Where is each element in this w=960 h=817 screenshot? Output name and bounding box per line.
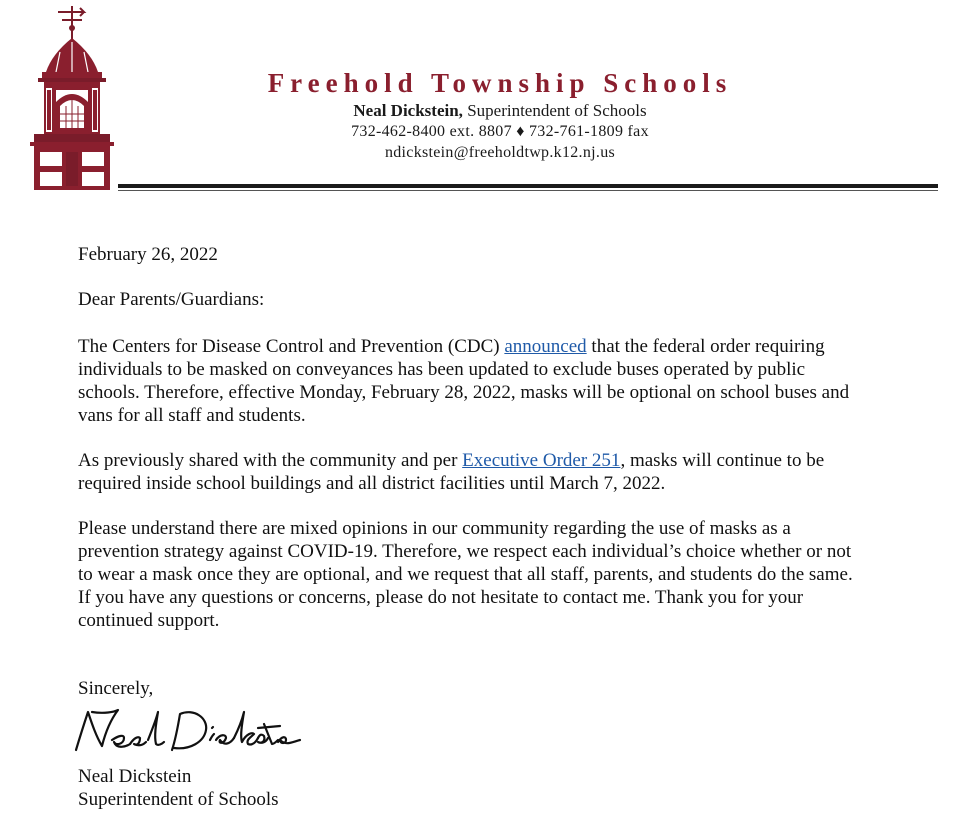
superintendent-name: Neal Dickstein, <box>353 101 463 120</box>
email-address: ndickstein@freeholdtwp.k12.nj.us <box>384 144 616 161</box>
fax-number: 732-761-1809 fax <box>529 123 649 140</box>
signature-block <box>78 765 868 811</box>
phone-number: 732-462-8400 ext. 8807 <box>351 123 512 140</box>
superintendent-title: Superintendent of Schools <box>462 101 647 120</box>
signer-name: Neal Dickstein <box>78 766 192 787</box>
letterhead-divider-thin <box>118 190 938 191</box>
paragraph-respect-choice <box>78 517 868 632</box>
paragraph-text: As previously shared with the community and per <box>78 450 463 471</box>
handwritten-signature <box>68 700 308 762</box>
diamond-separator-icon: ♦ <box>516 123 525 140</box>
executive-order-link[interactable]: Executive Order 251 <box>462 450 621 471</box>
paragraph-executive-order <box>78 449 868 495</box>
school-cupola-logo <box>22 2 124 192</box>
closing: Sincerely, <box>78 678 154 699</box>
paragraph-cdc <box>78 335 868 427</box>
announced-link[interactable]: announced <box>504 336 587 357</box>
paragraph-text: Please understand there are mixed opinions in our community regarding the use of masks as a prevention strategy against COVID-19. Therefore, we respect each individual’s choice whether or not to wear a mask once they are optional, and we request that all staff, parents, and students do the same. If you have any questions or concerns, please do not hesitate to contact me. Thank you for your continued support. <box>78 518 853 631</box>
organization-name: Freehold Township Schools <box>267 68 733 98</box>
letter-date: February 26, 2022 <box>78 244 218 265</box>
paragraph-text: The Centers for Disease Control and Prevention (CDC) <box>78 336 505 357</box>
letterhead <box>200 66 800 163</box>
phone-line <box>200 121 800 142</box>
letterhead-divider <box>118 184 938 188</box>
paragraph-text: , masks will continue to be required inside school buildings and all district facilities until March 7, 2022. <box>78 450 825 494</box>
superintendent-line <box>200 100 800 121</box>
paragraph-text: that the federal order requiring individuals to be masked on conveyances has been updated to exclude buses operated by public schools. Therefore, effective Monday, February 28, 2022, masks will be optional on school buses and vans for all staff and students. <box>78 336 850 426</box>
signer-title: Superintendent of Schools <box>78 789 279 810</box>
salutation: Dear Parents/Guardians: <box>78 289 265 310</box>
